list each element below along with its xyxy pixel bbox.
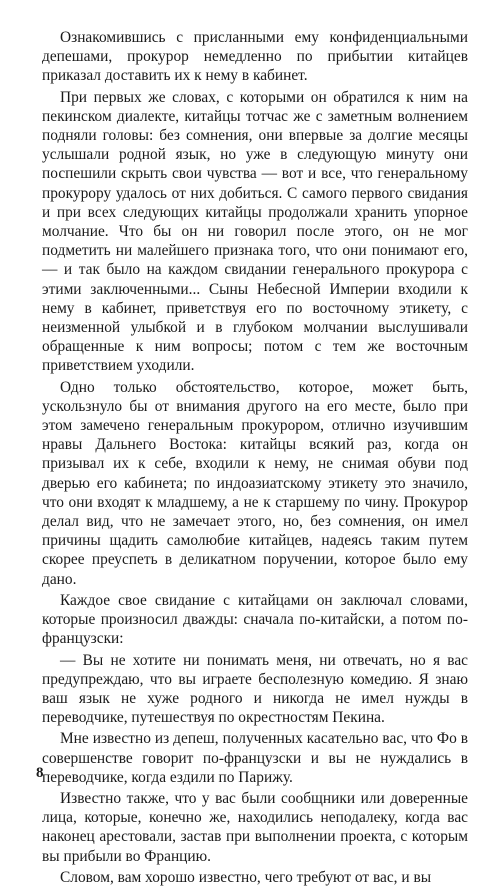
paragraph: — Вы не хотите ни понимать меня, ни отвечать, но я вас предупреждаю, что вы играете бесполезную комедию. Я знаю ваш язык не хуже родного и никогда не имел нужды в переводчике, путешествуя по окрестностям Пекина. [42,651,468,727]
page-body [42,28,468,887]
paragraph: Мне известно из депеш, полученных касательно вас, что Фо в совершенстве говорит по-французски и вы не нуждались в переводчике, когда ездили по Парижу. [42,730,468,786]
paragraph: Ознакомившись с присланными ему конфиденциальными депешами, прокурор немедленно по прибытии китайцев приказал доставить их к нему в кабинет. [42,29,468,85]
paragraph: При первых же словах, с которыми он обратился к ним на пекинском диалекте, китайцы тотчас же с заметным волнением подняли головы: без сомнения, они впервые за долгие месяцы услышали родной язык, но уже в следующую минуту они поспешили скрыть свои чувства — вот и все, что генеральному прокурору удалось от них добиться. С самого первого свидания и при всех следующих китайцы продолжали хранить упорное молчание. Что бы он ни говорил после этого, он не мог подметить ни малейшего признака того, что они понимают его,— и так было на каждом свидании генерального прокурора с этими заключенными... Сыны Небесной Империи входили к нему в кабинет, приветствуя его по восточному этикету, с неизменной улыбкой и в глубоком молчании выслушивали обращенные к ним вопросы; потом с тем же восточным приветствием уходили. [42,88,468,375]
paragraph: Каждое свое свидание с китайцами он заключал словами, которые произносил дважды: сначала по-китайски, а потом по-французски: [42,591,468,648]
paragraph: Одно только обстоятельство, которое, может быть, ускользнуло бы от внимания другого на его месте, было при этом замечено генеральным прокурором, отлично изучившим нравы Дальнего Востока: китайцы всякий раз, когда он призывал их к себе, входили к нему, не снимая обуви под дверью его кабинета; по индоазиатскому этикету это значило, что они входят к младшему, а не к старшему по чину. Прокурор делал вид, что не замечает этого, но, без сомнения, он имел причины щадить самолюбие китайцев, надеясь таким путем скорее преуспеть в деликатном поручении, которое было ему дано. [42,378,468,588]
paragraph: Словом, вам хорошо известно, чего требуют от вас, и вы [60,868,432,886]
page-number: 8 [36,765,44,781]
paragraph: Известно также, что у вас были сообщники или доверенные лица, которые, конечно же, находились неподалеку, когда вас наконец арестовали, застав при выполнении проекта, с которым вы прибыли во Францию. [42,789,468,865]
